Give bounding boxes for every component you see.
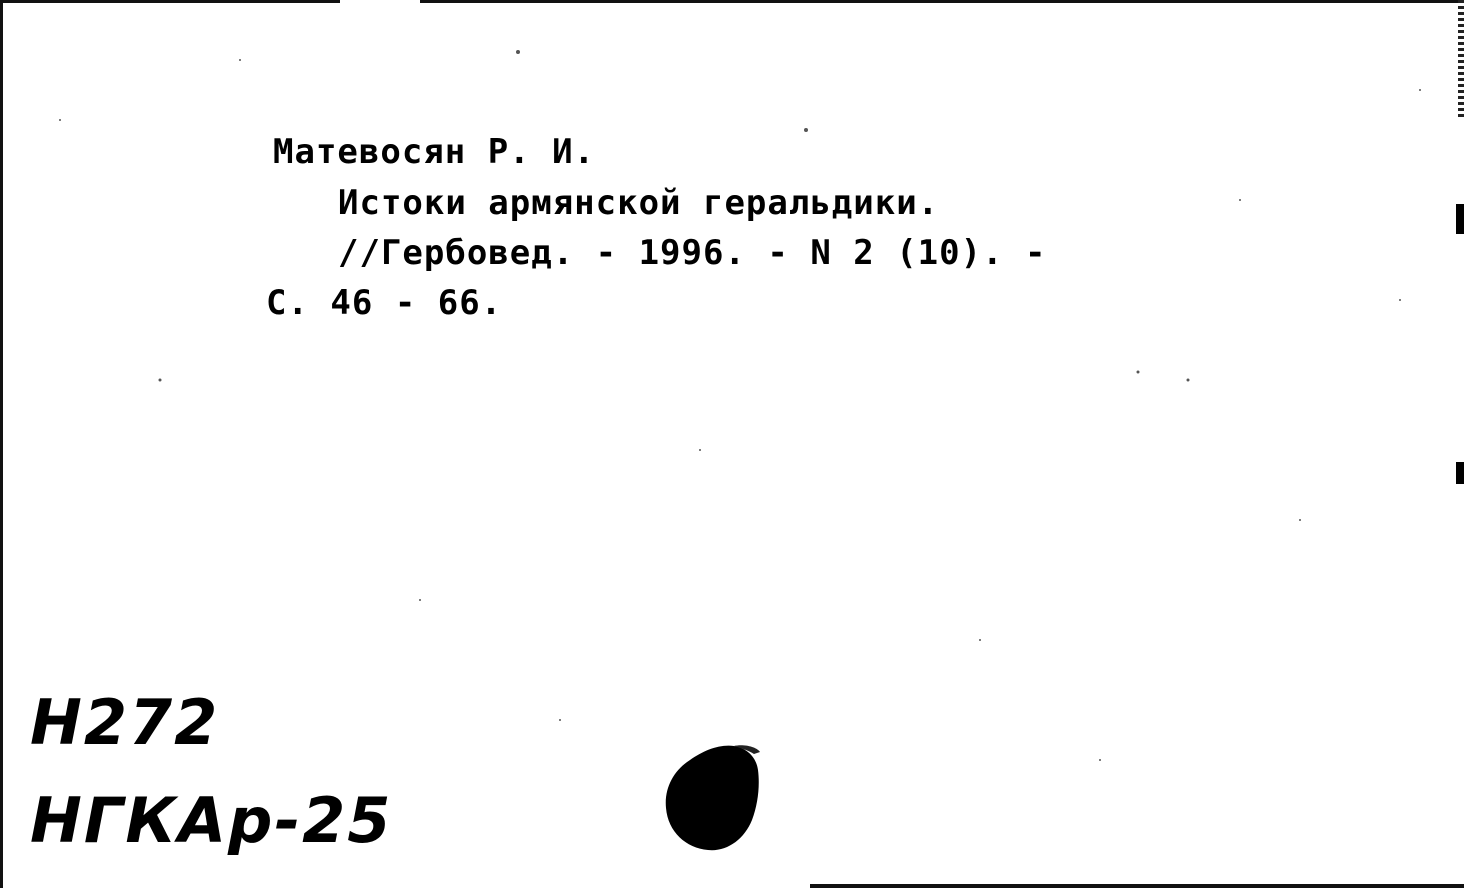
- card-top-edge: [0, 0, 1464, 3]
- card-bottom-edge: [810, 884, 1464, 888]
- handwritten-shelfmark: Н272: [30, 686, 220, 759]
- handwritten-collection-code: НГКАр-25: [30, 784, 393, 857]
- card-pages: С. 46 - 66.: [266, 283, 503, 323]
- card-author: Матевосян Р. И.: [273, 132, 596, 172]
- card-right-edge: [1458, 0, 1464, 120]
- card-edge-mark: [1456, 204, 1464, 234]
- card-left-edge: [0, 0, 3, 888]
- card-title: Истоки армянской геральдики.: [338, 183, 940, 223]
- punch-hole: [664, 742, 760, 854]
- card-top-edge-gap: [340, 0, 420, 3]
- card-edge-mark: [1456, 462, 1464, 484]
- card-source: //Гербовед. - 1996. - N 2 (10). -: [338, 233, 1047, 273]
